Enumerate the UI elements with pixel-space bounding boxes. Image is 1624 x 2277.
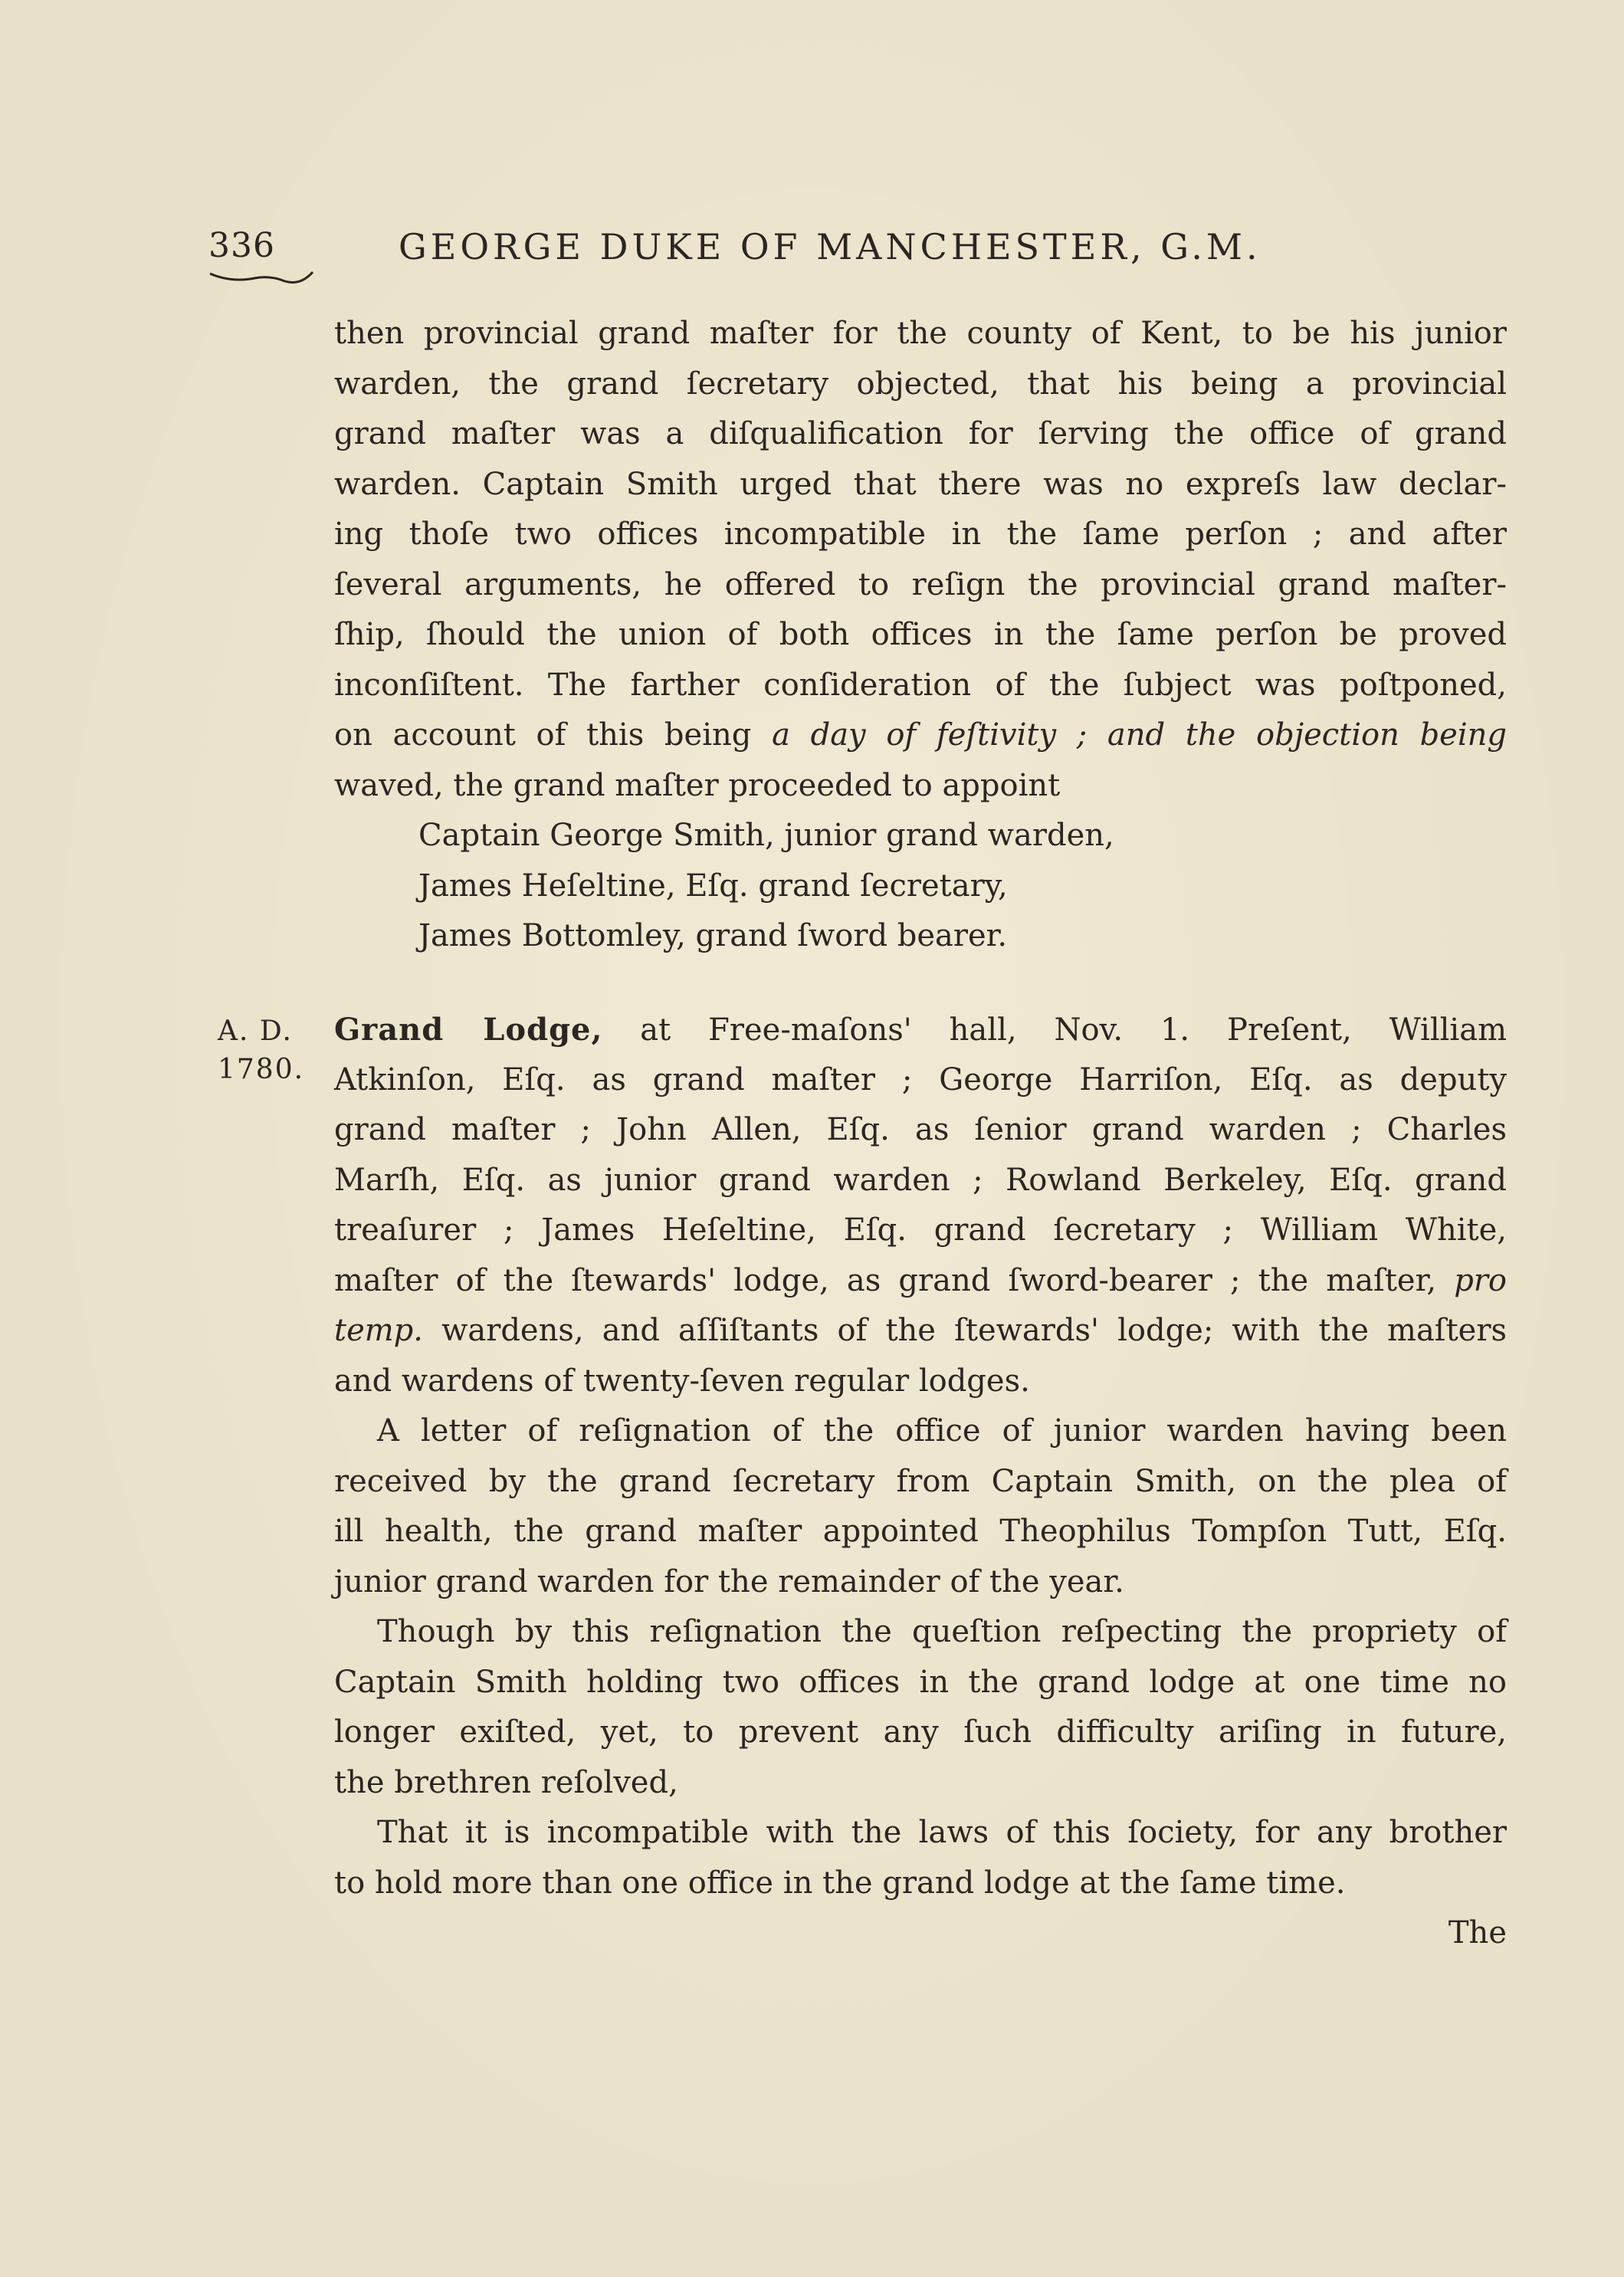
- text-line: to hold more than one office in the grand lodge at the ſame time.: [334, 1865, 1346, 1901]
- text-run: maſter of the ſtewards' lodge, as grand ſword-bearer ; the maſter,: [334, 1262, 1455, 1298]
- marginal-date: [218, 1012, 304, 1089]
- text-line: ſeveral arguments, he offered to reſign the provincial grand maſter-: [334, 566, 1507, 602]
- paragraph-first-line: Though by this reſignation the queſtion reſpecting the propriety of: [377, 1614, 1507, 1649]
- grand-lodge-heading: Grand Lodge,: [334, 1012, 603, 1048]
- text-run: at Free-maſons' hall, Nov. 1. Preſent, William: [602, 1012, 1507, 1048]
- text-line: junior grand warden for the remainder of the year.: [334, 1563, 1124, 1599]
- text-line: the brethren reſolved,: [334, 1764, 678, 1800]
- italic-run: pro: [1454, 1262, 1507, 1298]
- marginal-date-line: A. D.: [218, 1015, 293, 1047]
- paragraph-first-line: A letter of reſignation of the office of junior warden having been: [377, 1413, 1507, 1449]
- text-line: longer exiſted, yet, to prevent any ſuch difficulty ariſing in future,: [334, 1714, 1507, 1750]
- marginal-date-year: 1780.: [218, 1054, 305, 1085]
- continued-paragraph: [334, 309, 1507, 962]
- page-number: 336: [208, 226, 275, 265]
- text-line: ing thoſe two offices incompatible in the ſame perſon ; and after: [334, 517, 1507, 552]
- flourish-ornament: [208, 267, 316, 290]
- text-line: ſhip, ſhould the union of both offices in the ſame perſon be proved: [334, 617, 1507, 652]
- running-head: GEORGE DUKE OF MANCHESTER, G.M.: [399, 226, 1261, 267]
- text-line: Captain Smith holding two offices in the grand lodge at one time no: [334, 1664, 1507, 1700]
- text-line: treaſurer ; James Heſeltine, Eſq. grand ſecretary ; William White,: [334, 1212, 1507, 1248]
- text-run: on account of this being: [334, 717, 773, 753]
- text-line: Marſh, Eſq. as junior grand warden ; Rowland Berkeley, Eſq. grand: [334, 1162, 1507, 1198]
- appointment-line: Captain George Smith, junior grand warden,: [418, 818, 1114, 853]
- text-line: Atkinſon, Eſq. as grand maſter ; George Harriſon, Eſq. as deputy: [334, 1061, 1507, 1097]
- text-line: waved, the grand maſter proceeded to appoint: [334, 767, 1061, 803]
- text-line: and wardens of twenty-ſeven regular lodges.: [334, 1363, 1030, 1399]
- italic-run: a day of feſtivity ; and the objection being: [772, 717, 1508, 753]
- grand-lodge-entry: [334, 1005, 1507, 1959]
- text-line-festivity: [334, 710, 1507, 761]
- text-line: inconſiſtent. The farther conſideration of the ſubject was poſtponed,: [334, 667, 1507, 703]
- text-line: grand maſter was a diſqualification for ſerving the office of grand: [334, 416, 1507, 451]
- appointment-line: James Heſeltine, Eſq. grand ſecretary,: [418, 868, 1008, 904]
- text-run: wardens, and aſſiſtants of the ſtewards' lodge; with the maſters: [423, 1313, 1507, 1348]
- paragraph-first-line: That it is incompatible with the laws of this ſociety, for any brother: [377, 1815, 1507, 1850]
- text-line: warden. Captain Smith urged that there was no expreſs law declar-: [334, 466, 1507, 502]
- entry-first-line: [334, 1005, 1507, 1055]
- text-line: ill health, the grand maſter appointed Theophilus Tompſon Tutt, Eſq.: [334, 1514, 1507, 1549]
- text-line-temp: [334, 1306, 1507, 1357]
- appointment-line: James Bottomley, grand ſword bearer.: [418, 918, 1008, 953]
- text-line: warden, the grand ſecretary objected, that his being a provincial: [334, 366, 1507, 402]
- text-line: received by the grand ſecretary from Captain Smith, on the plea of: [334, 1463, 1507, 1499]
- text-line-pro: [334, 1256, 1507, 1307]
- page-header: [208, 226, 1527, 287]
- italic-run: temp.: [334, 1313, 423, 1348]
- text-line: then provincial grand maſter for the county of Kent, to be his junior: [334, 316, 1507, 351]
- catchword: The: [1448, 1915, 1507, 1951]
- text-line: grand maſter ; John Allen, Eſq. as ſenior grand warden ; Charles: [334, 1112, 1507, 1147]
